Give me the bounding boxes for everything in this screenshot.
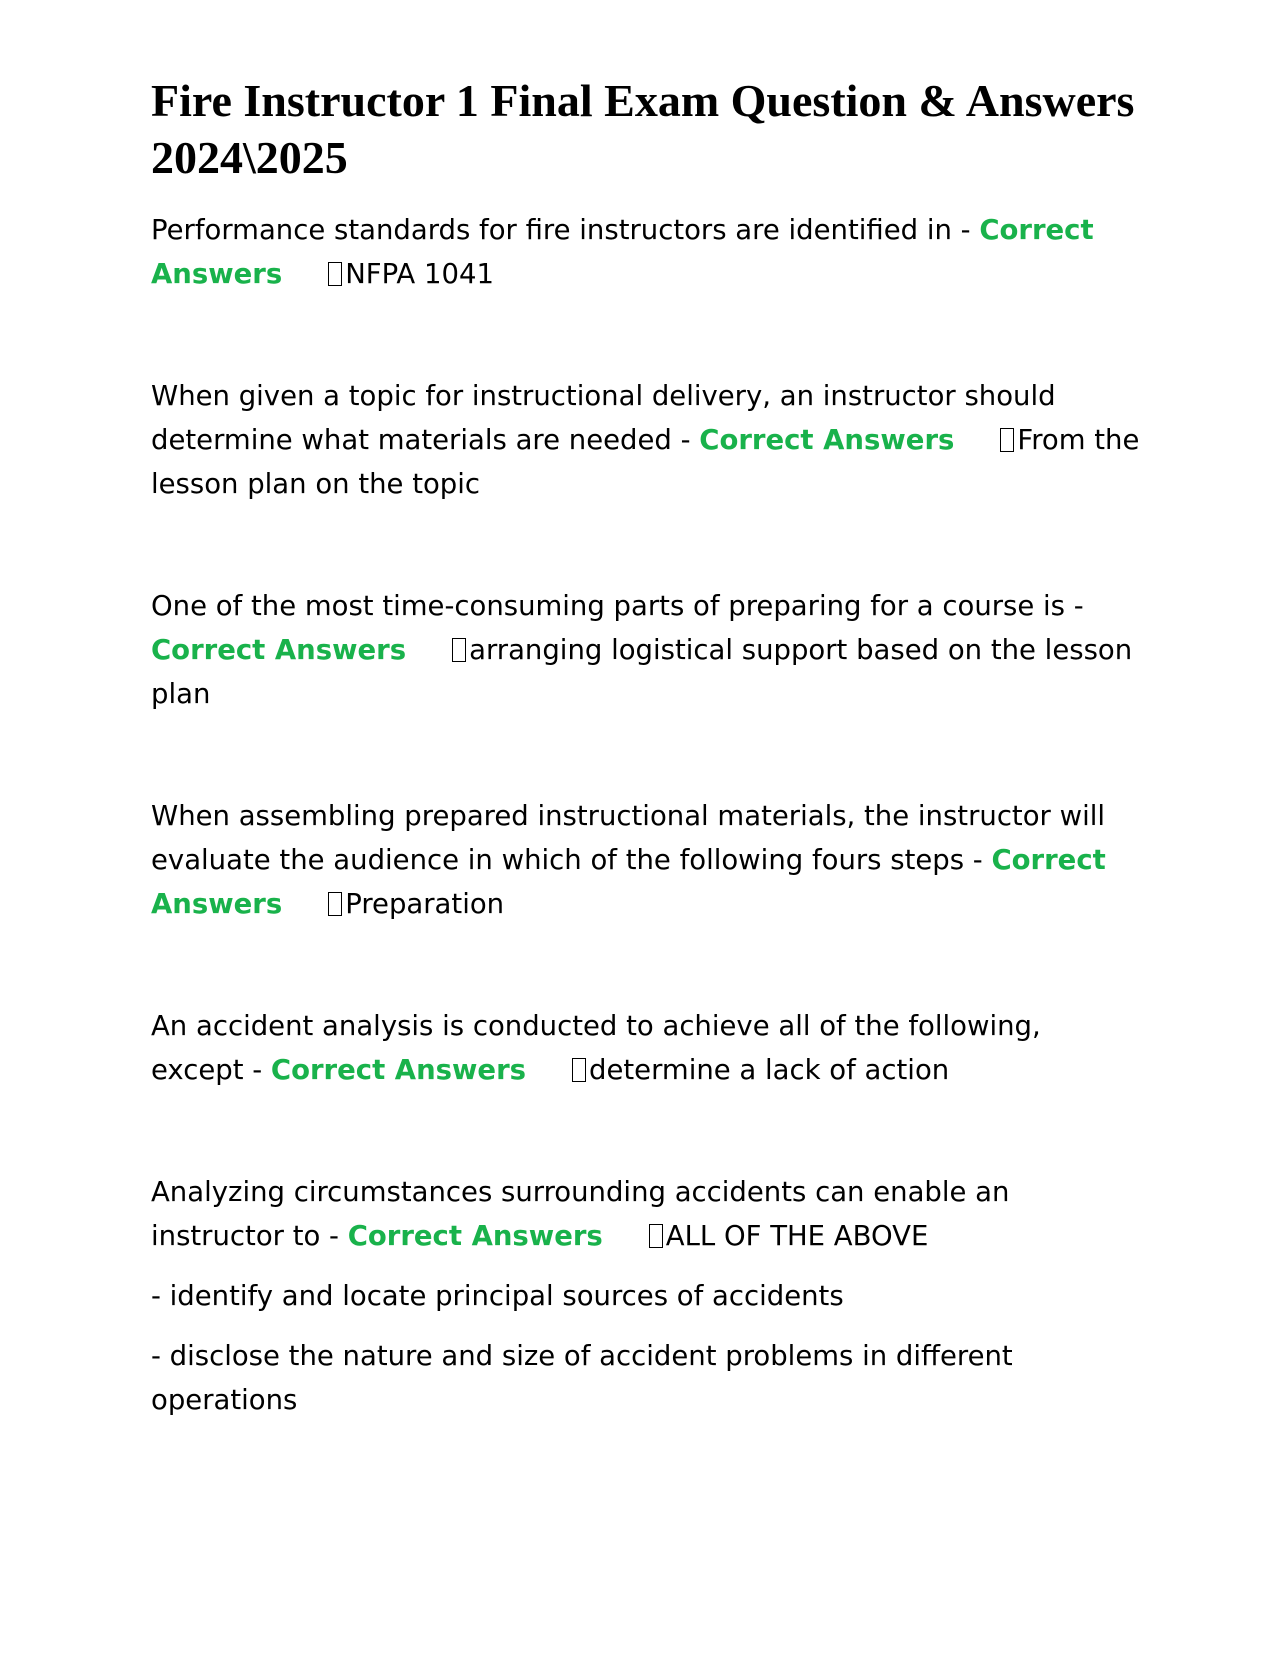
qa-item (151, 1170, 1141, 1258)
missing-glyph-icon (452, 638, 466, 662)
answer-text: From the lesson plan on the topic (151, 424, 1140, 500)
correct-answers-label: Correct Answers (151, 214, 1094, 290)
qa-item (151, 1004, 1141, 1092)
correct-answers-label: Correct Answers (699, 424, 955, 456)
question-text: When given a topic for instructional delivery, an instructor should determine what materials are needed - (151, 380, 1056, 456)
correct-answers-label: Correct Answers (270, 1054, 527, 1086)
qa-item (151, 794, 1141, 926)
answer-text: ALL OF THE ABOVE (665, 1220, 929, 1252)
answer-text: determine a lack of action (589, 1054, 950, 1086)
answer-text: arranging logistical support based on the lesson plan (151, 634, 1133, 710)
qa-item (151, 374, 1141, 506)
document-title: Fire Instructor 1 Final Exam Question & Answers 2024\2025 (151, 75, 1135, 183)
question-text: Analyzing circumstances surrounding accidents can enable an instructor to - (151, 1176, 1010, 1252)
correct-answers-label: Correct Answers (151, 844, 1106, 920)
qa-item (151, 584, 1141, 716)
question-text: One of the most time-consuming parts of preparing for a course is - (151, 590, 1084, 622)
missing-glyph-icon (572, 1058, 586, 1082)
missing-glyph-icon (1000, 428, 1014, 452)
qa-item (151, 208, 1141, 296)
answer-text: Preparation (345, 888, 505, 920)
correct-answers-label: Correct Answers (151, 634, 407, 666)
answer-text: NFPA 1041 (345, 258, 494, 290)
question-text: Performance standards for fire instructors are identified in - (151, 214, 980, 246)
correct-answers-label: Correct Answers (347, 1220, 603, 1252)
missing-glyph-icon (649, 1224, 663, 1248)
question-text: When assembling prepared instructional materials, the instructor will evaluate the audience in which of the following fours steps - (151, 800, 1106, 876)
sub-item: - disclose the nature and size of accident problems in different operations (151, 1340, 1013, 1416)
sub-item: - identify and locate principal sources of accidents (151, 1280, 844, 1312)
missing-glyph-icon (328, 262, 342, 286)
document-page (151, 72, 1141, 1422)
question-text: An accident analysis is conducted to achieve all of the following, except - (151, 1010, 1041, 1086)
missing-glyph-icon (328, 892, 342, 916)
